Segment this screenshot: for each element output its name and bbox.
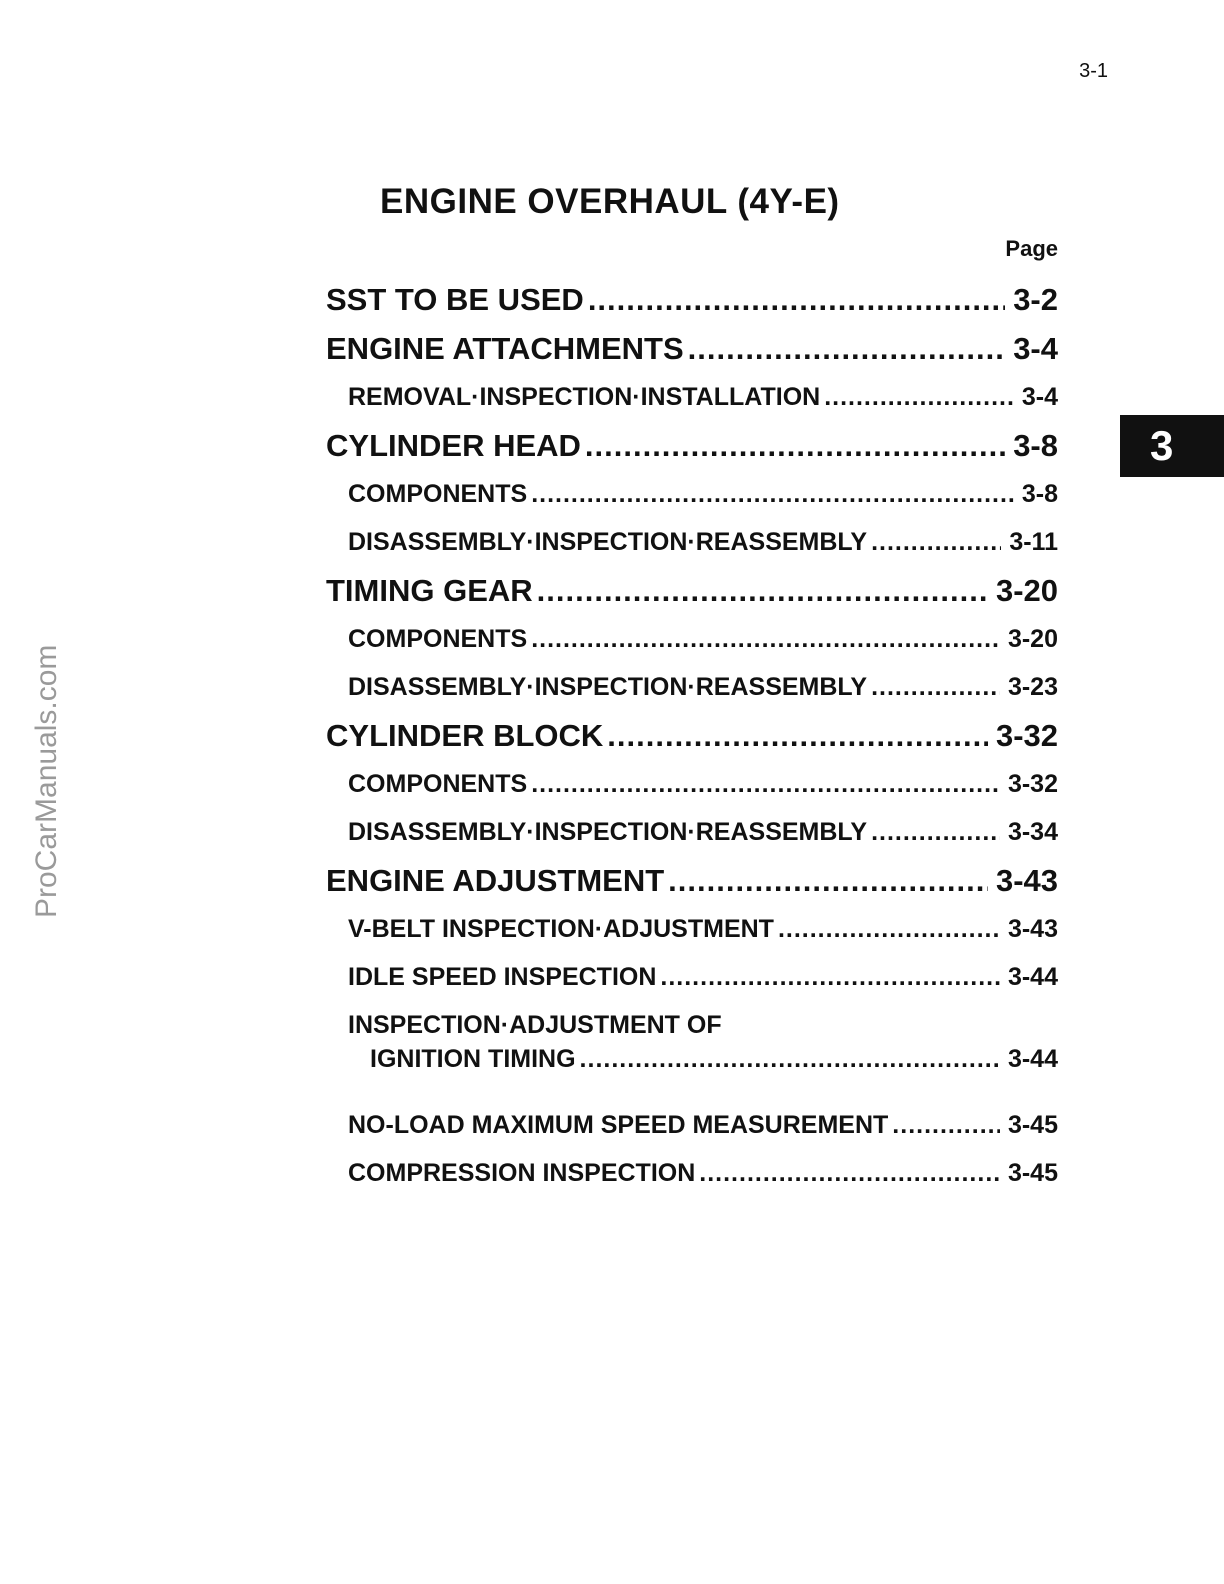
toc-entry-compression[interactable] xyxy=(326,1154,1058,1202)
dot-leader xyxy=(531,765,1000,803)
toc-entry-label: COMPONENTS xyxy=(348,625,528,653)
dot-leader xyxy=(892,1106,1000,1144)
toc-entry-page: 3-8 xyxy=(1013,428,1058,463)
toc-entry-cylinder-block[interactable] xyxy=(326,716,1058,765)
dot-leader xyxy=(871,523,1001,561)
toc-entry-idle-speed[interactable] xyxy=(326,958,1058,1006)
chapter-tab: 3 xyxy=(1120,415,1224,477)
toc-entry-label-line1: INSPECTION·ADJUSTMENT OF xyxy=(348,1011,722,1039)
toc-entry-tg-components[interactable] xyxy=(326,620,1058,668)
toc-entry-vbelt[interactable] xyxy=(326,910,1058,958)
watermark: ProCarManuals.com xyxy=(30,644,63,918)
toc-entry-label: IDLE SPEED INSPECTION xyxy=(348,963,657,991)
toc-entry-engine-attachments[interactable] xyxy=(326,329,1058,378)
toc-entry-ignition-timing[interactable] xyxy=(326,1010,1058,1106)
toc-entry-label: CYLINDER HEAD xyxy=(326,428,581,463)
dot-leader xyxy=(660,958,1000,996)
dot-leader xyxy=(585,426,1005,466)
toc-entry-cb-components[interactable] xyxy=(326,765,1058,813)
toc-entry-engine-adjustment[interactable] xyxy=(326,861,1058,910)
dot-leader xyxy=(531,475,1014,513)
toc-entry-no-load[interactable] xyxy=(326,1106,1058,1154)
dot-leader xyxy=(607,716,988,756)
toc-entry-page: 3-44 xyxy=(1007,1045,1058,1073)
toc-entry-label: NO-LOAD MAXIMUM SPEED MEASUREMENT xyxy=(348,1111,889,1139)
toc-entry-label: DISASSEMBLY·INSPECTION·REASSEMBLY xyxy=(348,673,868,701)
toc-entry-label: CYLINDER BLOCK xyxy=(326,718,604,753)
toc-entry-page: 3-23 xyxy=(1007,673,1058,701)
dot-leader xyxy=(588,280,1005,320)
toc-entry-label: DISASSEMBLY·INSPECTION·REASSEMBLY xyxy=(348,818,868,846)
toc-entry-tg-disassembly[interactable] xyxy=(326,668,1058,716)
toc-entry-ea-removal[interactable] xyxy=(326,378,1058,426)
dot-leader xyxy=(668,861,988,901)
toc-entry-page: 3-34 xyxy=(1007,818,1058,846)
toc-entry-page: 3-11 xyxy=(1009,528,1058,556)
toc-entry-page: 3-2 xyxy=(1013,282,1058,317)
toc-entry-page: 3-43 xyxy=(1007,915,1058,943)
toc-entry-label: SST TO BE USED xyxy=(326,282,584,317)
toc-entry-label: V-BELT INSPECTION·ADJUSTMENT xyxy=(348,915,774,943)
dot-leader xyxy=(778,910,1000,948)
page-number: 3-1 xyxy=(1079,60,1108,82)
toc-entry-label: COMPONENTS xyxy=(348,770,528,798)
dot-leader xyxy=(699,1154,1000,1192)
toc-entry-page: 3-45 xyxy=(1007,1159,1058,1187)
toc-entry-page: 3-20 xyxy=(1007,625,1058,653)
toc-entry-label-line2: IGNITION TIMING xyxy=(370,1045,576,1073)
table-of-contents xyxy=(326,280,1058,1202)
toc-entry-page: 3-45 xyxy=(1007,1111,1058,1139)
toc-entry-label: REMOVAL·INSPECTION·INSTALLATION xyxy=(348,383,821,411)
dot-leader xyxy=(580,1040,1000,1078)
toc-entry-timing-gear[interactable] xyxy=(326,571,1058,620)
toc-entry-page: 3-32 xyxy=(995,718,1058,753)
toc-entry-ch-components[interactable] xyxy=(326,475,1058,523)
dot-leader xyxy=(824,378,1014,416)
toc-entry-label: COMPONENTS xyxy=(348,480,528,508)
toc-entry-label: ENGINE ATTACHMENTS xyxy=(326,331,684,366)
dot-leader xyxy=(871,813,1000,851)
toc-entry-second-line xyxy=(348,1040,1058,1084)
toc-entry-sst[interactable] xyxy=(326,280,1058,329)
toc-entry-label: TIMING GEAR xyxy=(326,573,533,608)
toc-entry-label: DISASSEMBLY·INSPECTION·REASSEMBLY xyxy=(348,528,868,556)
toc-entry-page: 3-43 xyxy=(995,863,1058,898)
dot-leader xyxy=(871,668,1000,706)
toc-entry-page: 3-4 xyxy=(1013,331,1058,366)
page-title: ENGINE OVERHAUL (4Y-E) xyxy=(380,182,840,221)
page-column-header: Page xyxy=(1005,236,1058,261)
toc-entry-cylinder-head[interactable] xyxy=(326,426,1058,475)
toc-entry-page: 3-20 xyxy=(995,573,1058,608)
dot-leader xyxy=(688,329,1006,369)
toc-entry-label: ENGINE ADJUSTMENT xyxy=(326,863,665,898)
toc-entry-page: 3-8 xyxy=(1021,480,1058,508)
toc-entry-page: 3-4 xyxy=(1021,383,1058,411)
toc-entry-ch-disassembly[interactable] xyxy=(326,523,1058,571)
toc-entry-page: 3-44 xyxy=(1007,963,1058,991)
toc-entry-label: COMPRESSION INSPECTION xyxy=(348,1159,696,1187)
dot-leader xyxy=(537,571,988,611)
toc-entry-page: 3-32 xyxy=(1007,770,1058,798)
toc-entry-cb-disassembly[interactable] xyxy=(326,813,1058,861)
dot-leader xyxy=(531,620,1000,658)
